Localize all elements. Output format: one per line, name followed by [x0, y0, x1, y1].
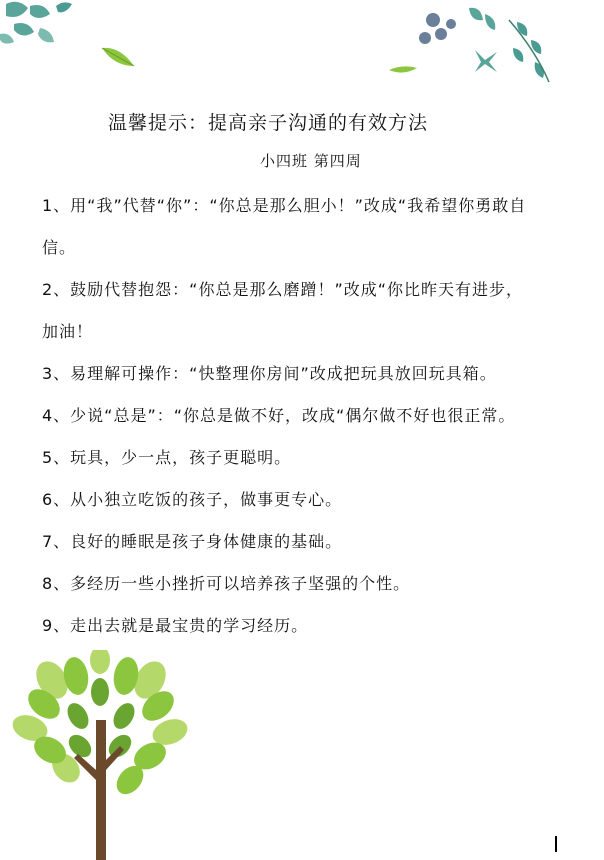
- tip-item-8: 8、多经历一些小挫折可以培养孩子坚强的个性。: [42, 574, 411, 593]
- tip-item-3: 3、易理解可操作：“快整理你房间”改成把玩具放回玩具箱。: [42, 364, 497, 383]
- tree-icon: [0, 650, 210, 860]
- leaf-corner-top-left-icon: [0, 0, 150, 80]
- tip-item-7: 7、良好的睡眠是孩子身体健康的基础。: [42, 532, 343, 551]
- page-title: 温馨提示：提高亲子沟通的有效方法: [108, 112, 429, 134]
- tips-list: [42, 185, 534, 647]
- leaf-corner-top-right-icon: [385, 0, 604, 95]
- tip-item-2: 2、鼓励代替抱怨：“你总是那么磨蹭！”改成“你比昨天有进步，加油！: [42, 280, 524, 341]
- tip-item-9: 9、走出去就是最宝贵的学习经历。: [42, 616, 309, 635]
- page-edge-mark: [555, 836, 557, 852]
- tip-item-6: 6、从小独立吃饭的孩子，做事更专心。: [42, 490, 343, 509]
- tip-item-4: 4、少说“总是”：“你总是做不好，改成“偶尔做不好也很正常。: [42, 406, 516, 425]
- tip-item-5: 5、玩具，少一点，孩子更聪明。: [42, 448, 292, 467]
- page-subtitle: 小四班 第四周: [260, 152, 362, 170]
- tip-item-1: 1、用“我”代替“你”：“你总是那么胆小！”改成“我希望你勇敢自信。: [42, 196, 527, 257]
